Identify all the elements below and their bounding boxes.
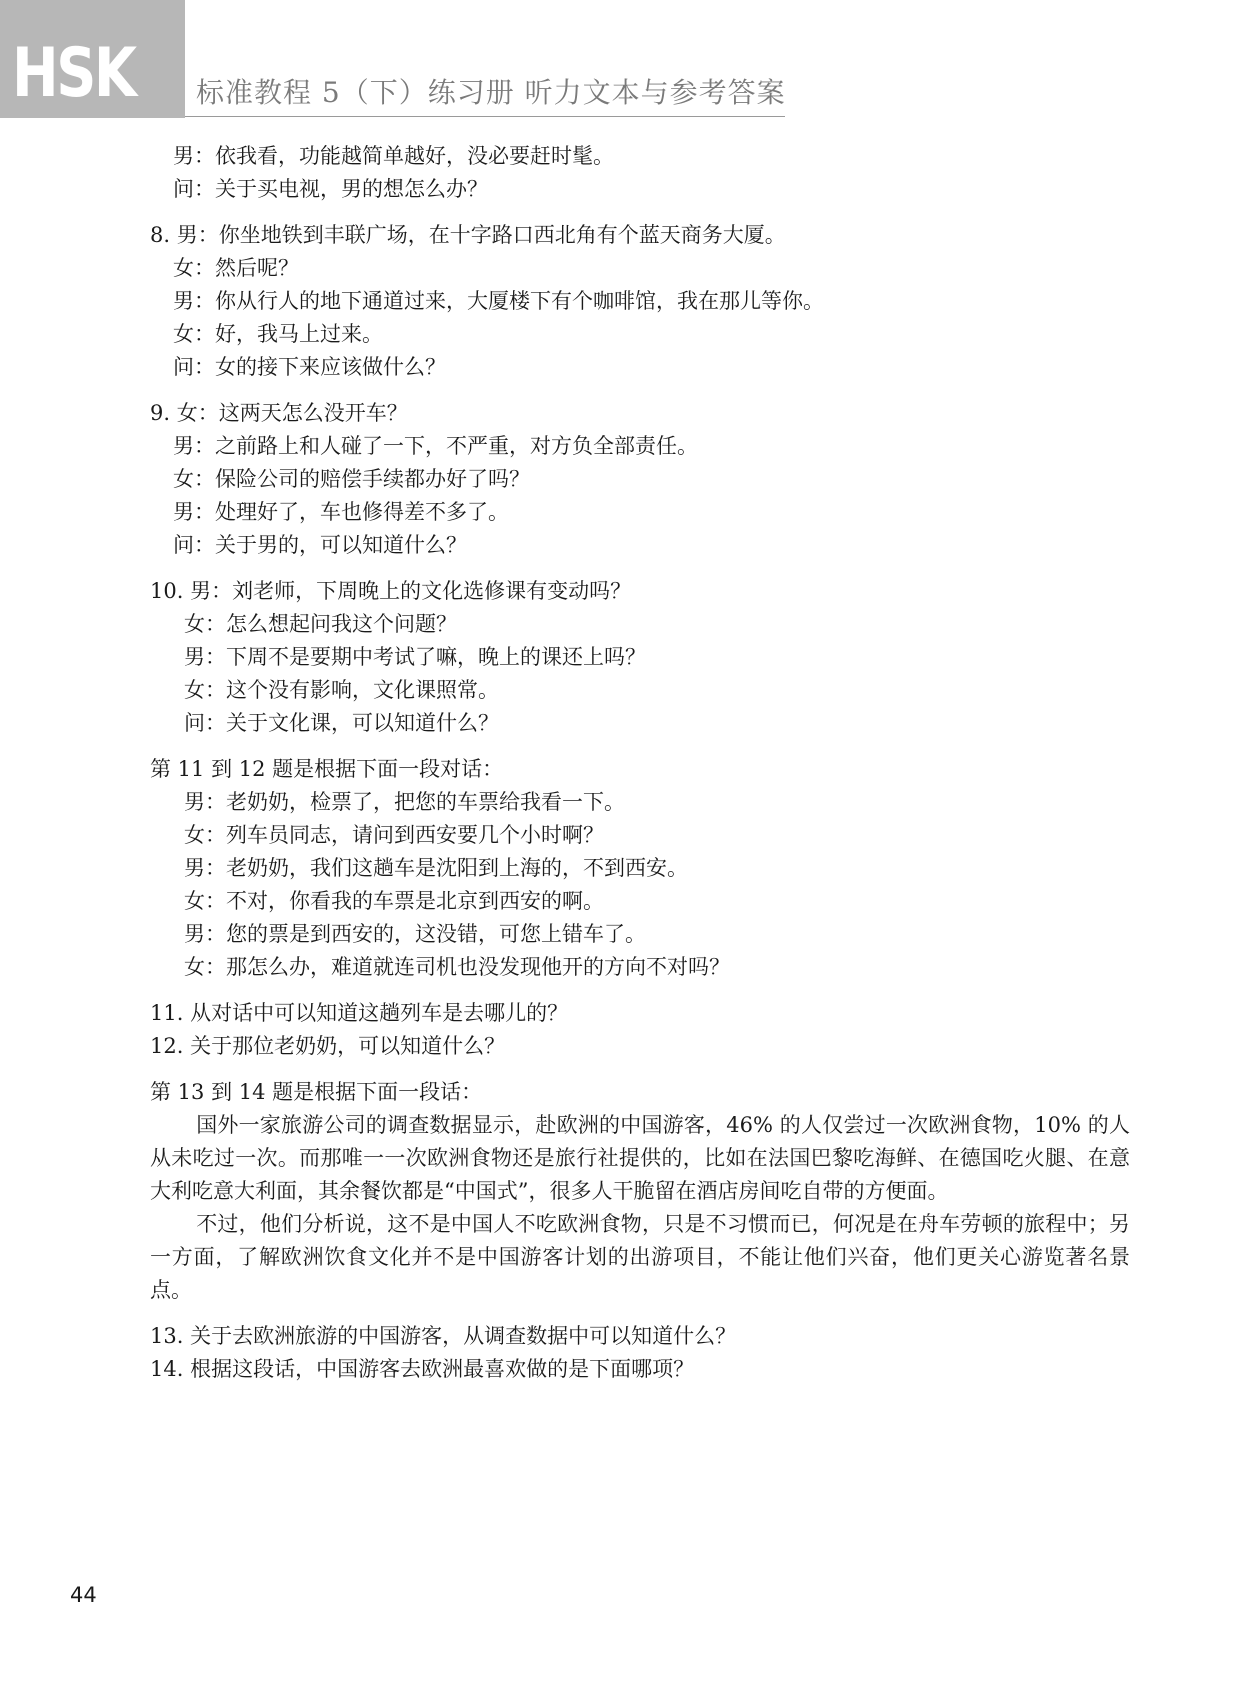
question-line: 问：关于男的，可以知道什么？ xyxy=(173,533,467,557)
dialogue-line: 男：之前路上和人碰了一下，不严重，对方负全部责任。 xyxy=(173,434,698,458)
passage-paragraph: 不过，他们分析说，这不是中国人不吃欧洲食物，只是不习惯而已，何况是在舟车劳顿的旅程中；另一方面，了解欧洲饮食文化并不是中国游客计划的出游项目，不能让他们兴奋，他们更关心游览著名景点。 xyxy=(150,1212,1130,1302)
header-rule xyxy=(185,116,785,117)
dialogue-line: 女：那怎么办，难道就连司机也没发现他开的方向不对吗？ xyxy=(184,955,730,979)
dialogue-line: 女：列车员同志，请问到西安要几个小时啊？ xyxy=(184,823,604,847)
question-line: 问：女的接下来应该做什么？ xyxy=(173,355,446,379)
question-line: 13. 关于去欧洲旅游的中国游客，从调查数据中可以知道什么？ xyxy=(150,1324,737,1348)
dialogue-line: 男：依我看，功能越简单越好，没必要赶时髦。 xyxy=(173,144,614,168)
question-line: 11. 从对话中可以知道这趟列车是去哪儿的？ xyxy=(150,1001,569,1025)
dialogue-line: 女：保险公司的赔偿手续都办好了吗？ xyxy=(173,467,530,491)
dialogue-line: 女：怎么想起问我这个问题？ xyxy=(184,612,457,636)
hsk-logo-block xyxy=(0,0,185,118)
dialogue-line: 男：处理好了，车也修得差不多了。 xyxy=(173,500,509,524)
dialogue-line: 女：好，我马上过来。 xyxy=(173,322,383,346)
question-line: 问：关于买电视，男的想怎么办？ xyxy=(173,177,488,201)
question-line: 问：关于文化课，可以知道什么？ xyxy=(184,711,499,735)
dialogue-line: 女：不对，你看我的车票是北京到西安的啊。 xyxy=(184,889,604,913)
dialogue-line: 男：您的票是到西安的，这没错，可您上错车了。 xyxy=(184,922,646,946)
question-line: 12. 关于那位老奶奶，可以知道什么？ xyxy=(150,1034,506,1058)
dialogue-line: 男：老奶奶，检票了，把您的车票给我看一下。 xyxy=(184,790,625,814)
page-number: 44 xyxy=(70,1583,97,1607)
dialogue-line: 女：这个没有影响，文化课照常。 xyxy=(184,678,499,702)
listening-script xyxy=(150,140,1130,1386)
dialogue-line: 女：然后呢？ xyxy=(173,256,299,280)
item-9-line: 9. 女：这两天怎么没开车？ xyxy=(150,401,408,425)
section-intro: 第 13 到 14 题是根据下面一段话： xyxy=(150,1080,483,1104)
dialogue-line: 男：老奶奶，我们这趟车是沈阳到上海的，不到西安。 xyxy=(184,856,688,880)
hsk-logo: HSK xyxy=(12,34,135,113)
dialogue-line: 男：下周不是要期中考试了嘛，晚上的课还上吗？ xyxy=(184,645,646,669)
dialogue-line: 男：你从行人的地下通道过来，大厦楼下有个咖啡馆，我在那儿等你。 xyxy=(173,289,824,313)
question-line: 14. 根据这段话，中国游客去欧洲最喜欢做的是下面哪项？ xyxy=(150,1357,695,1381)
header-title: 标准教程 5（下）练习册 听力文本与参考答案 xyxy=(196,76,786,109)
item-10-line: 10. 男：刘老师，下周晚上的文化选修课有变动吗？ xyxy=(150,579,632,603)
item-8-line: 8. 男：你坐地铁到丰联广场，在十字路口西北角有个蓝天商务大厦。 xyxy=(150,223,786,247)
passage-paragraph: 国外一家旅游公司的调查数据显示，赴欧洲的中国游客，46% 的人仅尝过一次欧洲食物，10% 的人从未吃过一次。而那唯一一次欧洲食物还是旅行社提供的，比如在法国巴黎吃海鲜、在德国吃火腿、在意大利吃意大利面，其余餐饮都是“中国式”，很多人干脆留在酒店房间吃自带的方便面。 xyxy=(150,1113,1130,1203)
section-intro: 第 11 到 12 题是根据下面一段对话： xyxy=(150,757,504,781)
